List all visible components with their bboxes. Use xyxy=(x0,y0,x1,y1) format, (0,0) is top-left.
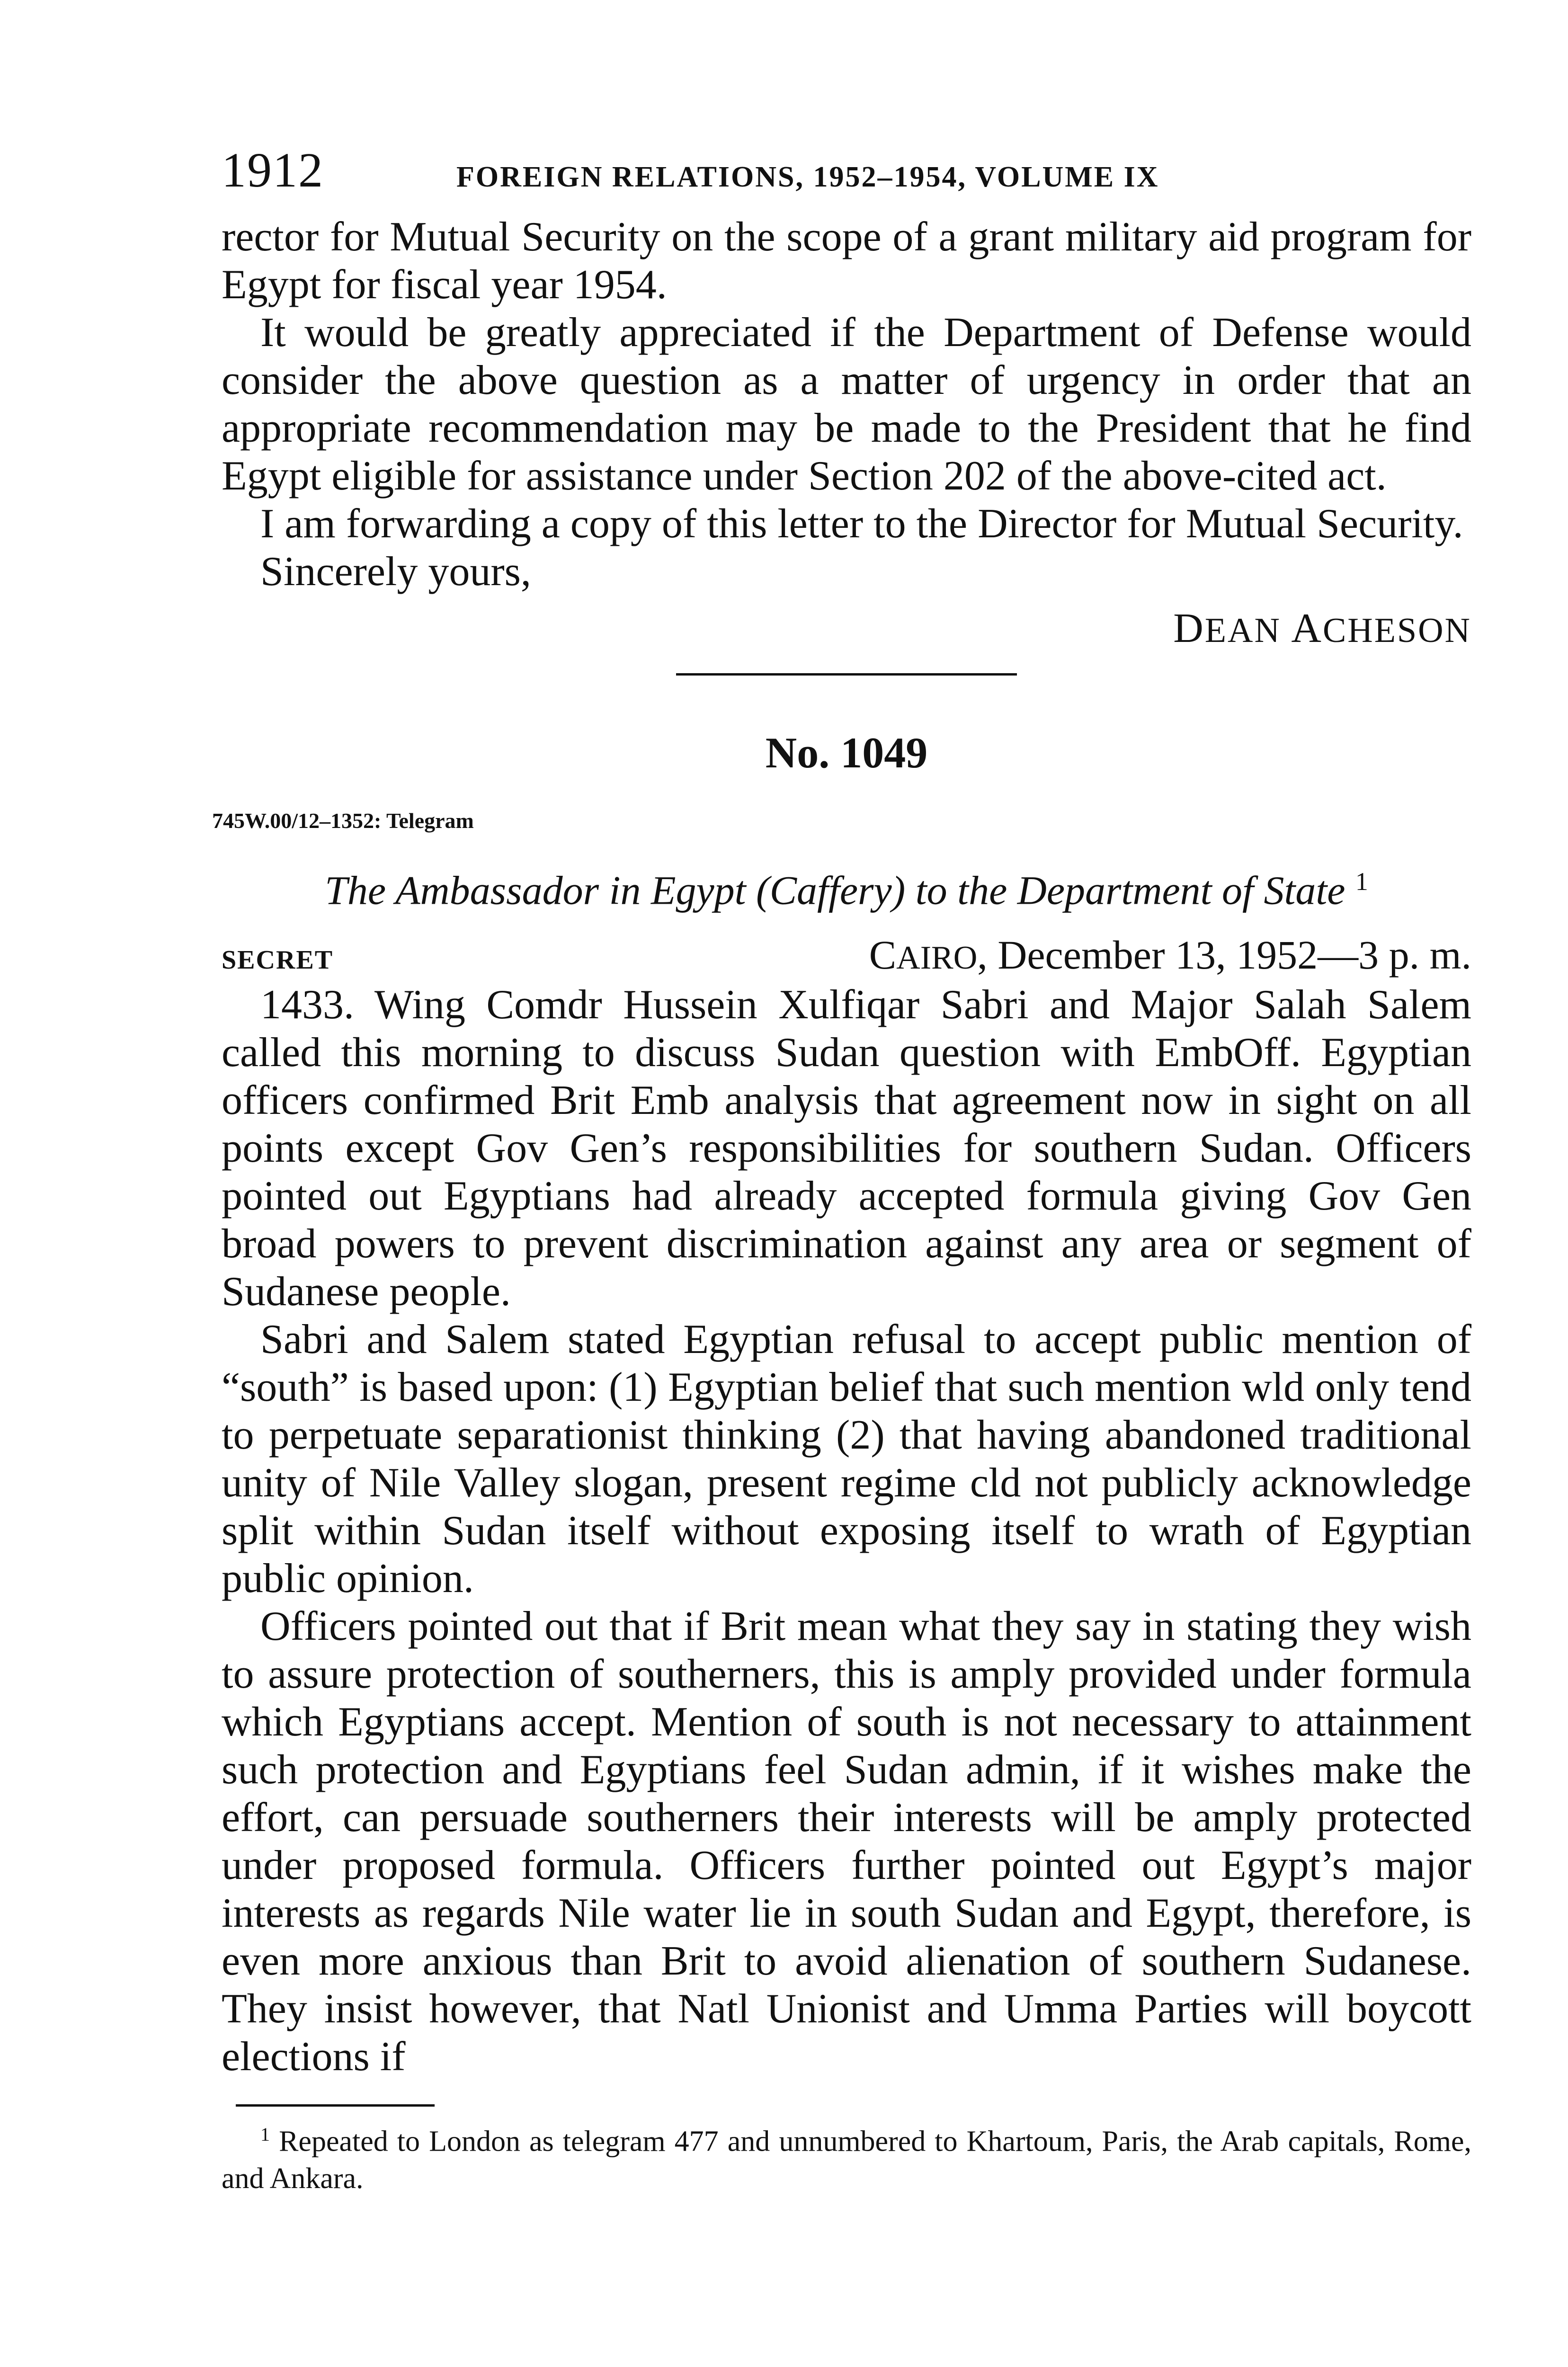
telegram-paragraph: Officers pointed out that if Brit mean what they say in stating they wish to assure protection of southerners, this is amply provided under formula which Egyptians accept. Mention of south is not necessary to attainment such protection and Egyptians feel Sudan admin, if it wishes make the effort, can persuade southerners their interests will be amply protected under proposed formula. Officers further pointed out Egypt’s major interests as regards Nile water lie in south Sudan and Egypt, therefore, is even more anxious than Brit to avoid alienation of southern Sudanese. They insist however, that Natl Unionist and Umma Parties will boycott elections if xyxy=(222,1603,1471,2080)
telegram-paragraph: Sabri and Salem stated Egyptian refusal to accept public mention of “south” is based upon: (1) Egyptian belief that such mention wld only tend to perpetuate separationist thinking (2) that having abandoned traditional unity of Nile Valley slogan, present regime cld not publicly acknowledge split within Sudan itself without exposing itself to wrath of Egyptian public opinion. xyxy=(222,1317,1471,1602)
letter-closing: Sincerely yours, xyxy=(260,549,531,595)
footnote: $^1$ Repeated to London as telegram 477 and unnumbered to Khartoum, Paris, the Arab capitals, Rome, and Ankara. xyxy=(222,2124,1472,2195)
signature: DEAN ACHESON xyxy=(1173,605,1471,651)
telegram-paragraph: 1433. Wing Comdr Hussein Xulfiqar Sabri and Major Salah Salem called this morning to discuss Sudan question with EmbOff. Egyptian officers confirmed Brit Emb analysis that agreement now in sight on all points except Gov Gen’s responsibilities for southern Sudan. Officers pointed out Egyptians had already accepted formula giving Gov Gen broad powers to prevent discrimination against any area or segment of Sudanese people. xyxy=(222,982,1471,1315)
footnote-divider xyxy=(236,2104,435,2107)
dateline xyxy=(222,931,1471,981)
letter-paragraph: I am forwarding a copy of this letter to the Director for Mutual Security. xyxy=(260,501,1463,547)
place-date: CAIRO, December 13, 1952—3 p. m. xyxy=(869,932,1471,978)
section-divider xyxy=(676,673,1017,676)
file-reference: 745W.00/12–1352: Telegram xyxy=(212,809,474,833)
footnote-number: 1 xyxy=(260,2124,270,2145)
classification-label: SECRET xyxy=(222,945,334,975)
page-content xyxy=(212,142,1472,2226)
document-title: The Ambassador in Egypt (Caffery) to the Department of State $^1$ xyxy=(325,867,1368,913)
page-number: 1912 xyxy=(222,143,324,197)
letter-paragraph: rector for Mutual Security on the scope of a grant military aid program for Egypt for fiscal year 1954. xyxy=(222,214,1471,308)
document-number: No. 1049 xyxy=(765,729,928,777)
footnote-marker: 1 xyxy=(1355,867,1368,896)
letter-paragraph: It would be greatly appreciated if the Department of Defense would consider the above question as a matter of urgency in order that an appropriate recommendation may be made to the President that he find Egypt eligible for assistance under Section 202 of the above-cited act. xyxy=(222,310,1471,499)
running-title: FOREIGN RELATIONS, 1952–1954, VOLUME IX xyxy=(456,161,1159,193)
running-header xyxy=(222,142,1471,213)
